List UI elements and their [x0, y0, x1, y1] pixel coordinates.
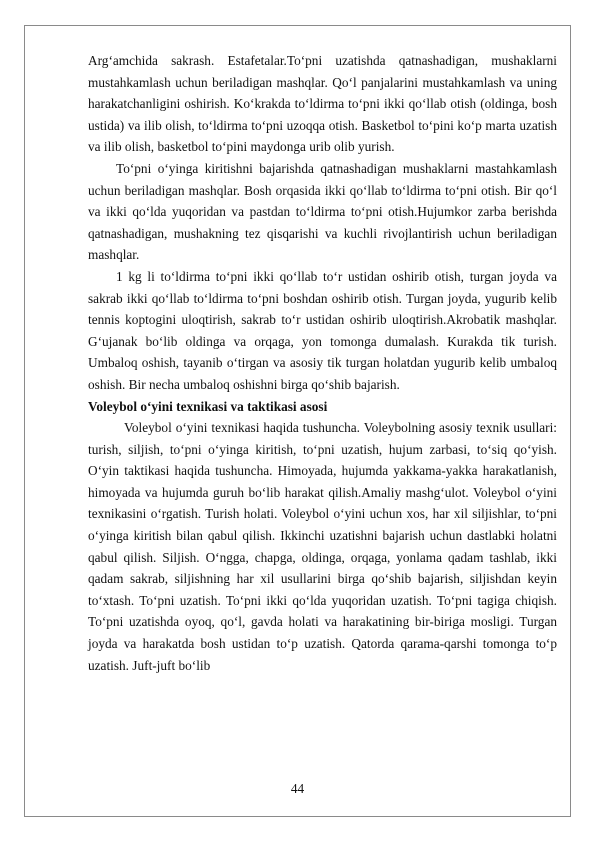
paragraph-2: To‘pni o‘yinga kiritishni bajarishda qatnashadigan mushaklarni mastahkamlash uchun beriladigan mashqlar. Bosh orqasida ikki qo‘llab to‘ldirma to‘pni otish. Bir qo‘l va ikki qo‘lda yuqoridan va pastdan to‘ldirma to‘pni otish.Hujumkor zarba berishda qatnashadigan, mushakning tez qisqarishi va kuchli rivojlantirish uchun beriladigan mashqlar. — [88, 160, 557, 263]
section-heading: Voleybol o‘yini texnikasi va taktikasi asosi — [88, 398, 328, 414]
paragraph-4: Voleybol o‘yini texnikasi haqida tushuncha. Voleybolning asosiy texnik usullari: turish, siljish, to‘pni o‘yinga kiritish, to‘pni uzatish, hujum zarbasi, to‘siq qo‘yish. O‘yin taktikasi haqida tushuncha. Himoyada, hujumda yakkama-yakka harakatlanish, himoyada va hujumda guruh bo‘lib harakat qilish.Amaliy mashg‘ulot. Voleybol o‘yini texnikasini o‘rgatish. Turish holati. Voleybol o‘yini uchun xos, har xil siljishlar, to‘pni o‘yinga kiritish bilan qabul qilish. Ikkinchi uzatishni bajarish uchun dastlabki holatni qabul qilish. Siljish. O‘ngga, chapga, oldinga, orqaga, yonlama qadam tashlab, ikki qadam sakrab, siljishning har xil usullarini birga qo‘shib bajarish, siljishdan keyin to‘xtash. To‘pni uzatish. To‘pni ikki qo‘lda yuqoridan uzatish. To‘pni tagiga chiqish. To‘pni uzatishda oyoq, qo‘l, gavda holati va harakatining bir-biriga mosligi. Turgan joyda va harakatda bosh ustidan to‘p uzatish. Qatorda qarama-qarshi tomonga to‘p uzatish. Juft-juft bo‘lib — [88, 420, 557, 673]
page-number: 44 — [290, 781, 305, 796]
document-body — [88, 50, 557, 676]
paragraph-1: Arg‘amchida sakrash. Estafetalar.To‘pni uzatishda qatnashadigan, mushaklarni mustahkamlash uchun beriladigan mashqlar. Qo‘l panjalarini mustahkamlash va uning harakatchanligini oshirish. Ko‘krakda to‘ldirma to‘pni ikki qo‘llab otish (oldinga, bosh ustida) va ilib olish, to‘ldirma to‘pni uzoqqa otish. Basketbol to‘pini ko‘p marta uzatish va ilib olish, basketbol to‘pini maydonga urib olib yurish. — [88, 53, 557, 155]
paragraph-3: 1 kg li to‘ldirma to‘pni ikki qo‘llab to‘r ustidan oshirib otish, turgan joyda va sakrab ikki qo‘llab to‘ldirma to‘pni boshdan oshirib otish. Turgan joyda, yugurib kelib tennis koptogini uloqtirish, sakrab to‘r ustidan oshirib uloqtirish.Akrobatik mashqlar. G‘ujanak bo‘lib oldinga va orqaga, yon tomonga dumalash. Kurakda tik turish. Umbaloq oshish, tayanib o‘tirgan va asosiy tik turgan holatdan yugurib kelib umbaloq oshish. Bir necha umbaloq oshishni birga qo‘shib bajarish. — [88, 268, 557, 392]
